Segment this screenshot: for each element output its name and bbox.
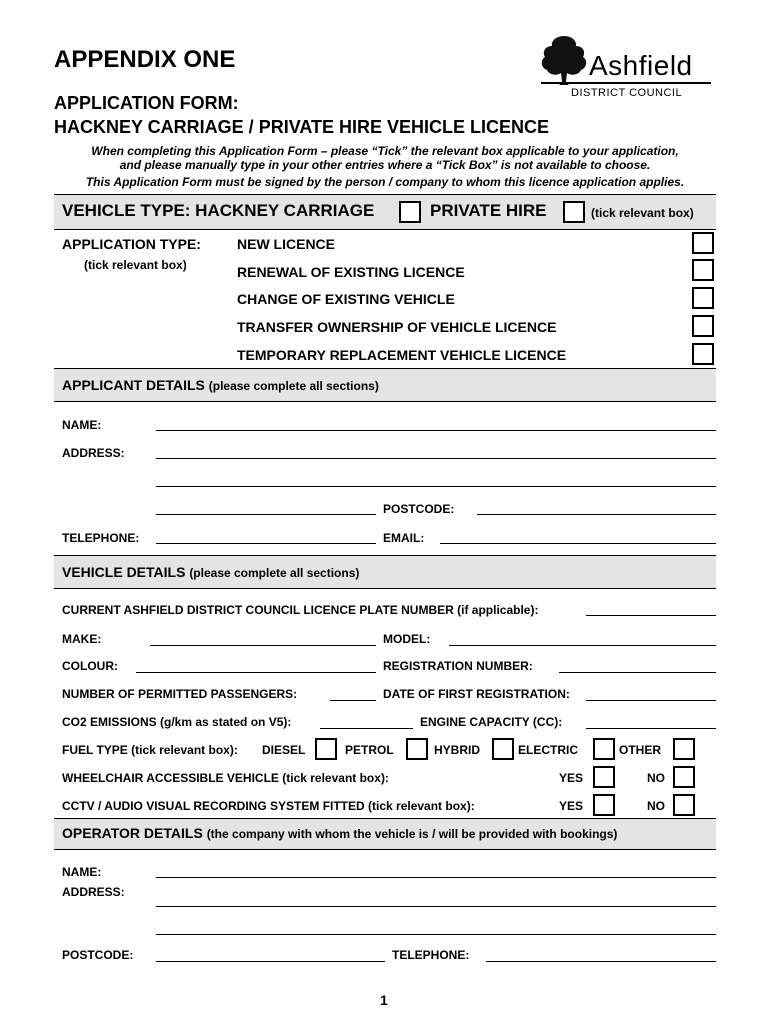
cctv-no-label: NO — [647, 799, 665, 813]
fuel-petrol-checkbox[interactable] — [406, 738, 428, 760]
operator-heading-text: OPERATOR DETAILS — [62, 825, 203, 841]
engine-capacity-label: ENGINE CAPACITY (CC): — [420, 715, 563, 729]
fuel-type-label: FUEL TYPE (tick relevant box): — [62, 743, 238, 757]
fuel-electric-checkbox[interactable] — [593, 738, 615, 760]
model-field[interactable] — [449, 645, 716, 646]
form-title-line2: HACKNEY CARRIAGE / PRIVATE HIRE VEHICLE LICENCE — [54, 117, 550, 137]
instruction-line3: This Application Form must be signed by the person / company to whom this licence application applies. — [85, 175, 685, 189]
ashfield-logo — [537, 34, 717, 104]
applicant-address-label: ADDRESS: — [62, 446, 125, 460]
make-field[interactable] — [150, 645, 376, 646]
operator-telephone-label: TELEPHONE: — [392, 948, 470, 962]
instruction-line2: and please manually type in your other entries where a “Tick Box” is not available to choose. — [119, 158, 651, 172]
operator-address-line1[interactable] — [156, 906, 716, 907]
applicant-details-heading — [62, 377, 379, 393]
logo-rule — [541, 82, 711, 84]
fuel-electric-label: ELECTRIC — [518, 743, 578, 757]
make-label: MAKE: — [62, 632, 102, 646]
wheelchair-no-label: NO — [647, 771, 665, 785]
application-type-label: APPLICATION TYPE: — [62, 236, 201, 252]
private-hire-label: PRIVATE HIRE — [430, 201, 547, 220]
plate-number-field[interactable] — [586, 615, 716, 616]
operator-name-label: NAME: — [62, 865, 102, 879]
operator-address-line2[interactable] — [156, 934, 716, 935]
registration-field[interactable] — [559, 672, 716, 673]
co2-label: CO2 EMISSIONS (g/km as stated on V5): — [62, 715, 292, 729]
temporary-replacement-checkbox[interactable] — [692, 343, 714, 365]
first-registration-field[interactable] — [586, 700, 716, 701]
wheelchair-no-checkbox[interactable] — [673, 766, 695, 788]
operator-name-field[interactable] — [156, 877, 716, 878]
cctv-yes-checkbox[interactable] — [593, 794, 615, 816]
fuel-other-label: OTHER — [619, 743, 661, 757]
passengers-label: NUMBER OF PERMITTED PASSENGERS: — [62, 687, 298, 701]
form-title-line1: APPLICATION FORM: — [54, 93, 239, 113]
applicant-email-label: EMAIL: — [383, 531, 425, 545]
renewal-checkbox[interactable] — [692, 259, 714, 281]
applicant-heading-text: APPLICANT DETAILS — [62, 377, 205, 393]
fuel-diesel-label: DIESEL — [262, 743, 306, 757]
logo-name: Ashfield — [589, 50, 693, 81]
applicant-name-label: NAME: — [62, 418, 102, 432]
cctv-no-checkbox[interactable] — [673, 794, 695, 816]
option-new-licence: NEW LICENCE — [237, 236, 335, 252]
operator-postcode-field[interactable] — [156, 961, 385, 962]
registration-label: REGISTRATION NUMBER: — [383, 659, 533, 673]
option-transfer-ownership: TRANSFER OWNERSHIP OF VEHICLE LICENCE — [237, 319, 557, 335]
model-label: MODEL: — [383, 632, 431, 646]
passengers-field[interactable] — [330, 700, 376, 701]
instruction-line1: When completing this Application Form – please “Tick” the relevant box applicable to your application, — [91, 144, 679, 158]
applicant-email-field[interactable] — [440, 543, 716, 544]
wheelchair-yes-checkbox[interactable] — [593, 766, 615, 788]
vehicle-heading-text: VEHICLE DETAILS — [62, 564, 186, 580]
plate-number-label: CURRENT ASHFIELD DISTRICT COUNCIL LICENCE PLATE NUMBER (if applicable): — [62, 603, 539, 617]
applicant-address-line3[interactable] — [156, 514, 376, 515]
wheelchair-label: WHEELCHAIR ACCESSIBLE VEHICLE (tick relevant box): — [62, 771, 389, 785]
fuel-petrol-label: PETROL — [345, 743, 394, 757]
logo-subtitle: DISTRICT COUNCIL — [571, 87, 683, 99]
operator-details-heading — [62, 825, 617, 841]
fuel-hybrid-label: HYBRID — [434, 743, 481, 757]
option-renewal: RENEWAL OF EXISTING LICENCE — [237, 264, 465, 280]
colour-field[interactable] — [136, 672, 376, 673]
engine-capacity-field[interactable] — [586, 728, 716, 729]
application-type-note: (tick relevant box) — [84, 258, 187, 272]
change-vehicle-checkbox[interactable] — [692, 287, 714, 309]
fuel-diesel-checkbox[interactable] — [315, 738, 337, 760]
operator-heading-note: (the company with whom the vehicle is / will be provided with bookings) — [206, 827, 618, 841]
tree-icon — [537, 34, 591, 86]
operator-telephone-field[interactable] — [486, 961, 716, 962]
appendix-title: APPENDIX ONE — [54, 46, 236, 73]
transfer-ownership-checkbox[interactable] — [692, 315, 714, 337]
wheelchair-yes-label: YES — [559, 771, 584, 785]
vehicle-details-heading — [62, 564, 359, 580]
option-change-vehicle: CHANGE OF EXISTING VEHICLE — [237, 291, 455, 307]
applicant-address-line1[interactable] — [156, 458, 716, 459]
vehicle-type-label: VEHICLE TYPE: HACKNEY CARRIAGE — [62, 201, 375, 220]
cctv-yes-label: YES — [559, 799, 584, 813]
fuel-other-checkbox[interactable] — [673, 738, 695, 760]
hackney-carriage-checkbox[interactable] — [399, 201, 421, 223]
operator-address-label: ADDRESS: — [62, 885, 125, 899]
first-registration-label: DATE OF FIRST REGISTRATION: — [383, 687, 570, 701]
applicant-postcode-label: POSTCODE: — [383, 502, 455, 516]
fuel-hybrid-checkbox[interactable] — [492, 738, 514, 760]
applicant-telephone-field[interactable] — [156, 543, 376, 544]
applicant-postcode-field[interactable] — [477, 514, 716, 515]
applicant-heading-note: (please complete all sections) — [208, 379, 379, 393]
applicant-name-field[interactable] — [156, 430, 716, 431]
vehicle-type-note: (tick relevant box) — [591, 206, 694, 220]
applicant-address-line2[interactable] — [156, 486, 716, 487]
applicant-telephone-label: TELEPHONE: — [62, 531, 140, 545]
new-licence-checkbox[interactable] — [692, 232, 714, 254]
page-number: 1 — [380, 992, 388, 1008]
private-hire-checkbox[interactable] — [563, 201, 585, 223]
vehicle-heading-note: (please complete all sections) — [189, 566, 360, 580]
colour-label: COLOUR: — [62, 659, 118, 673]
option-temporary-replacement: TEMPORARY REPLACEMENT VEHICLE LICENCE — [237, 347, 567, 363]
cctv-label: CCTV / AUDIO VISUAL RECORDING SYSTEM FITTED (tick relevant box): — [62, 799, 475, 813]
operator-postcode-label: POSTCODE: — [62, 948, 134, 962]
co2-field[interactable] — [320, 728, 413, 729]
